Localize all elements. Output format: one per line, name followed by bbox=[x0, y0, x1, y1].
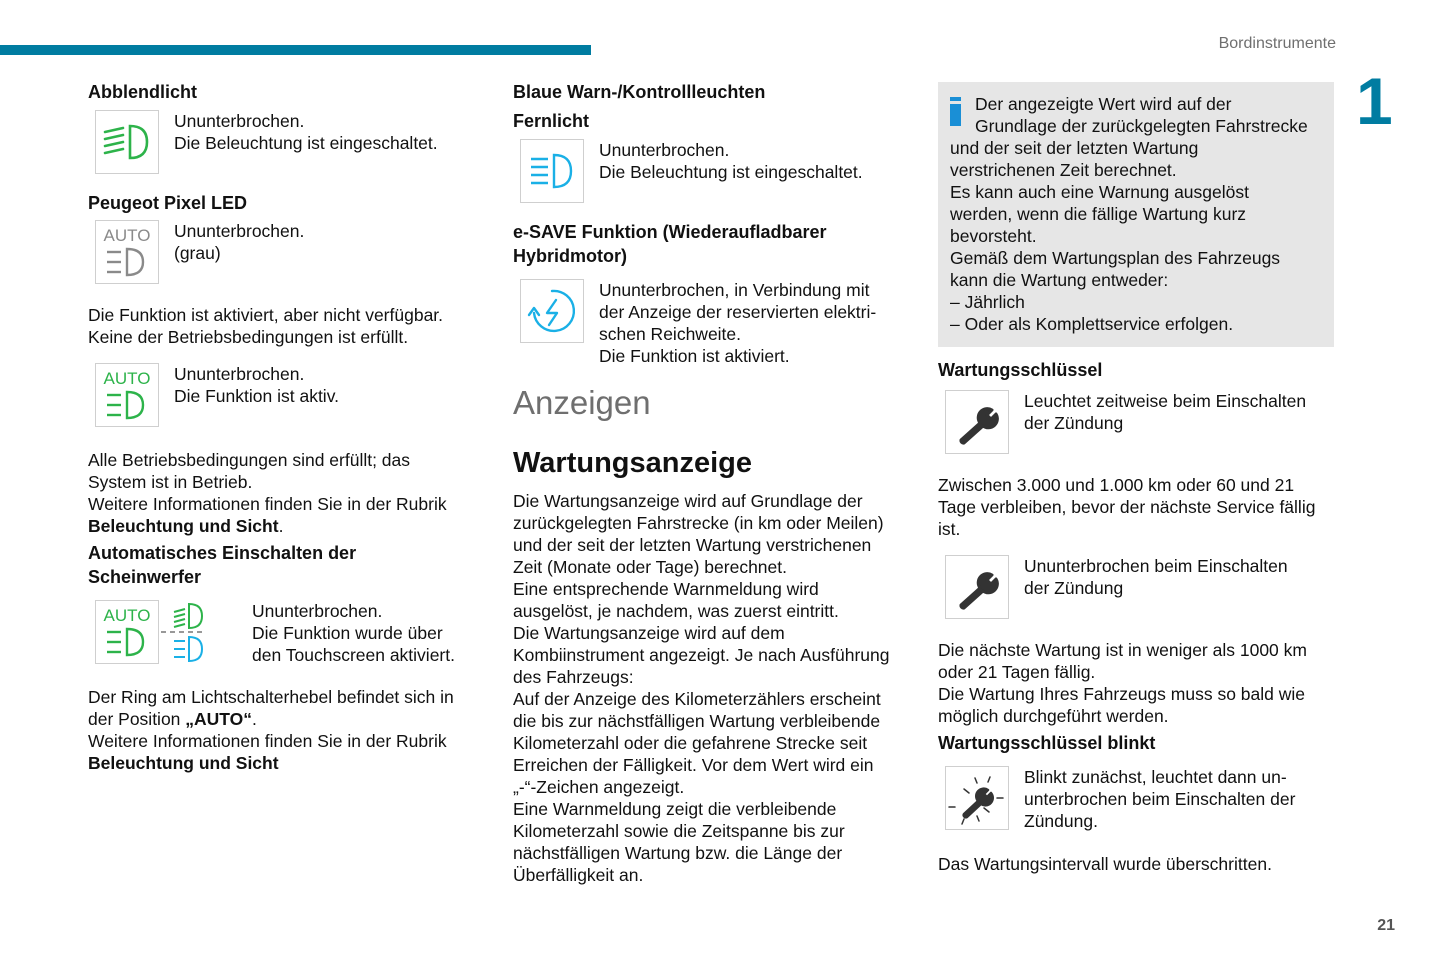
indicator-description bbox=[599, 139, 863, 183]
text-line: Grundlage der zurückgelegten Fahrstrecke bbox=[975, 116, 1308, 136]
section-title: Anzeigen bbox=[513, 384, 651, 421]
indicator-description bbox=[174, 363, 339, 407]
text-line: Ununterbrochen beim Einschalten bbox=[1024, 556, 1288, 576]
text-line: Ununterbrochen. bbox=[599, 140, 730, 160]
heading-pixel-led: Peugeot Pixel LED bbox=[88, 193, 248, 213]
heading-esave bbox=[513, 220, 913, 268]
indicator-description bbox=[252, 600, 455, 666]
text-line: der Anzeige der reservierten elektri- bbox=[599, 302, 877, 322]
text-line: Das Wartungsintervall wurde überschritten. bbox=[938, 854, 1272, 874]
heading-wrench-blink: Wartungsschlüssel blinkt bbox=[938, 733, 1156, 753]
indicator-row-wrench-2 bbox=[938, 555, 1334, 619]
text-line: Die Funktion ist aktiviert, aber nicht verfügbar. bbox=[88, 305, 444, 325]
indicator-description bbox=[174, 110, 438, 154]
text-line: Die Wartung Ihres Fahrzeugs muss so bald wie bbox=[938, 684, 1306, 704]
cross-reference-link[interactable]: Beleuchtung und Sicht bbox=[88, 516, 279, 536]
indicator-description bbox=[1024, 390, 1306, 434]
wrench-icon bbox=[945, 390, 1009, 454]
svg-text:AUTO: AUTO bbox=[103, 226, 151, 245]
text-line: Kilometerzahl sowie die Zeitspanne bis zur bbox=[513, 821, 845, 841]
svg-text:AUTO: AUTO bbox=[103, 369, 151, 388]
auto-headlamp-combined-icon bbox=[159, 600, 217, 664]
text-line: Zeit (Monate oder Tage) berechnet. bbox=[513, 557, 788, 577]
indicator-row-abblendlicht bbox=[88, 110, 478, 174]
paragraph-maintenance-body bbox=[513, 490, 913, 886]
column-2 bbox=[513, 80, 913, 886]
text-line: – Jährlich bbox=[950, 292, 1025, 312]
text-line: oder 21 Tagen fällig. bbox=[938, 662, 1096, 682]
heading-line: Automatisches Einschalten der bbox=[88, 543, 357, 563]
text-line: Kilometerzahl oder die gefahrene Strecke seit bbox=[513, 733, 868, 753]
text-line: Die Beleuchtung ist eingeschaltet. bbox=[174, 133, 438, 153]
text-line: des Fahrzeugs: bbox=[513, 667, 634, 687]
heading-line: Scheinwerfer bbox=[88, 567, 202, 587]
indicator-row-esave bbox=[513, 279, 913, 367]
text-line: Eine Warnmeldung zeigt die verbleibende bbox=[513, 799, 837, 819]
indicator-row-pixel-green bbox=[88, 363, 478, 427]
svg-text:AUTO: AUTO bbox=[103, 606, 151, 625]
text-line: Ununterbrochen, in Verbindung mit bbox=[599, 280, 870, 300]
text-line: ausgelöst, je nachdem, was zuerst eintritt. bbox=[513, 601, 839, 621]
text-line: Auf der Anzeige des Kilometerzählers erscheint bbox=[513, 689, 881, 709]
indicator-row-auto-headlamps bbox=[88, 600, 478, 666]
heading-wrench: Wartungsschlüssel bbox=[938, 360, 1103, 380]
paragraph bbox=[88, 304, 478, 348]
cross-reference-link[interactable]: Beleuchtung und Sicht bbox=[88, 753, 279, 773]
text-line: der Zündung bbox=[1024, 578, 1124, 598]
text-line: und der seit der letzten Wartung bbox=[950, 138, 1199, 158]
heading-fernlicht: Fernlicht bbox=[513, 111, 590, 131]
high-beam-blue-icon bbox=[520, 139, 584, 203]
page-number: 21 bbox=[1377, 917, 1395, 934]
indicator-description bbox=[1024, 766, 1295, 832]
text-line: möglich durchgeführt werden. bbox=[938, 706, 1169, 726]
info-icon bbox=[950, 97, 961, 126]
paragraph bbox=[88, 449, 478, 537]
column-1 bbox=[88, 80, 478, 774]
heading-abblendlicht: Abblendlicht bbox=[88, 82, 197, 102]
low-beam-green-icon bbox=[95, 110, 159, 174]
text-line: Die Wartungsanzeige wird auf dem bbox=[513, 623, 785, 643]
text-line: Leuchtet zeitweise beim Einschalten bbox=[1024, 391, 1307, 411]
text-line: Gemäß dem Wartungsplan des Fahrzeugs bbox=[950, 248, 1281, 268]
text-line: unterbrochen beim Einschalten der bbox=[1024, 789, 1296, 809]
text-line: Weitere Informationen finden Sie in der Rubrik bbox=[88, 494, 447, 514]
text-line: zurückgelegten Fahrstrecke (in km oder Meilen) bbox=[513, 513, 884, 533]
text-span: der Position bbox=[88, 709, 186, 729]
text-line: Blinkt zunächst, leuchtet dann un- bbox=[1024, 767, 1287, 787]
paragraph bbox=[938, 474, 1334, 540]
text-line bbox=[88, 708, 478, 730]
heading-line: e-SAVE Funktion (Wiederaufladbarer bbox=[513, 222, 827, 242]
text-line: Tage verbleiben, bevor der nächste Service fällig bbox=[938, 497, 1316, 517]
text-line: die bis zur nächstfälligen Wartung verbleibende bbox=[513, 711, 881, 731]
text-line: Überfälligkeit an. bbox=[513, 865, 644, 885]
text-line: Zwischen 3.000 und 1.000 km oder 60 und 21 bbox=[938, 475, 1295, 495]
wrench-icon bbox=[945, 555, 1009, 619]
text-line: Ununterbrochen. bbox=[174, 221, 305, 241]
text-line: schen Reichweite. bbox=[599, 324, 742, 344]
top-accent-bar bbox=[0, 45, 591, 55]
wrench-blinking-icon bbox=[945, 766, 1009, 830]
text-line: Keine der Betriebsbedingungen ist erfüllt. bbox=[88, 327, 409, 347]
esave-recharge-icon bbox=[520, 279, 584, 343]
paragraph bbox=[938, 853, 1334, 875]
running-head: Bordinstrumente bbox=[1218, 35, 1336, 52]
auto-headlamp-green-icon bbox=[95, 600, 159, 664]
indicator-description bbox=[599, 279, 876, 367]
text-line: Erreichen der Fälligkeit. Vor dem Wert wird ein bbox=[513, 755, 874, 775]
text-line: kann die Wartung entweder: bbox=[950, 270, 1169, 290]
text-line: Die nächste Wartung ist in weniger als 1000 km bbox=[938, 640, 1307, 660]
indicator-row-wrench-1 bbox=[938, 390, 1334, 454]
text-line: – Oder als Komplettservice erfolgen. bbox=[950, 314, 1234, 334]
chapter-number: 1 bbox=[1356, 64, 1393, 138]
text-line: Der angezeigte Wert wird auf der bbox=[975, 94, 1232, 114]
paragraph bbox=[88, 686, 478, 774]
indicator-row-pixel-grey bbox=[88, 220, 478, 284]
text-line: den Touchscreen aktiviert. bbox=[252, 645, 455, 665]
indicator-description bbox=[1024, 555, 1288, 599]
info-box bbox=[938, 82, 1334, 347]
text-line: der Zündung bbox=[1024, 413, 1124, 433]
indicator-row-wrench-blink bbox=[938, 766, 1334, 832]
text-line: System ist in Betrieb. bbox=[88, 472, 253, 492]
text-line: Weitere Informationen finden Sie in der Rubrik bbox=[88, 731, 447, 751]
text-line: Die Beleuchtung ist eingeschaltet. bbox=[599, 162, 863, 182]
text-line: Die Funktion ist aktiviert. bbox=[599, 346, 790, 366]
indicator-row-fernlicht bbox=[513, 139, 913, 203]
text-line: Die Wartungsanzeige wird auf Grundlage der bbox=[513, 491, 863, 511]
text-line: Der Ring am Lichtschalterhebel befindet sich in bbox=[88, 687, 454, 707]
text-line: Ununterbrochen. bbox=[174, 111, 305, 131]
text-line: ist. bbox=[938, 519, 961, 539]
indicator-description bbox=[174, 220, 304, 264]
text-line: Die Funktion ist aktiv. bbox=[174, 386, 340, 406]
paragraph bbox=[938, 639, 1334, 727]
text-line bbox=[88, 515, 478, 537]
heading-auto-headlamps bbox=[88, 541, 478, 589]
text-line: „-“-Zeichen angezeigt. bbox=[513, 777, 685, 797]
text-line: nächstfälligen Wartung bzw. die Länge der bbox=[513, 843, 843, 863]
text-line: Es kann auch eine Warnung ausgelöst bbox=[950, 182, 1249, 202]
column-3 bbox=[938, 80, 1334, 875]
text-line: und der seit der letzten Wartung verstrichenen bbox=[513, 535, 872, 555]
auto-headlamp-grey-icon bbox=[95, 220, 159, 284]
heading-line: Hybridmotor) bbox=[513, 246, 627, 266]
punctuation: . bbox=[278, 516, 284, 536]
text-line bbox=[88, 752, 478, 774]
subsection-title: Wartungsanzeige bbox=[513, 447, 753, 479]
text-line: werden, wenn die fällige Wartung kurz bbox=[950, 204, 1247, 224]
text-line: bevorsteht. bbox=[950, 226, 1037, 246]
heading-blue-warning-lights: Blaue Warn-/Kontrollleuchten bbox=[513, 82, 766, 102]
bold-term: „AUTO“ bbox=[185, 709, 253, 729]
auto-headlamp-green-icon bbox=[95, 363, 159, 427]
text-line: Die Funktion wurde über bbox=[252, 623, 443, 643]
text-line: Kombiinstrument angezeigt. Je nach Ausführung bbox=[513, 645, 890, 665]
text-line: Alle Betriebsbedingungen sind erfüllt; das bbox=[88, 450, 411, 470]
text-line: Ununterbrochen. bbox=[174, 364, 305, 384]
punctuation: . bbox=[252, 709, 257, 729]
text-line: Ununterbrochen. bbox=[252, 601, 383, 621]
text-line: Zündung. bbox=[1024, 811, 1098, 831]
text-line: verstrichenen Zeit berechnet. bbox=[950, 160, 1177, 180]
text-line: Eine entsprechende Warnmeldung wird bbox=[513, 579, 819, 599]
text-line: (grau) bbox=[174, 243, 221, 263]
